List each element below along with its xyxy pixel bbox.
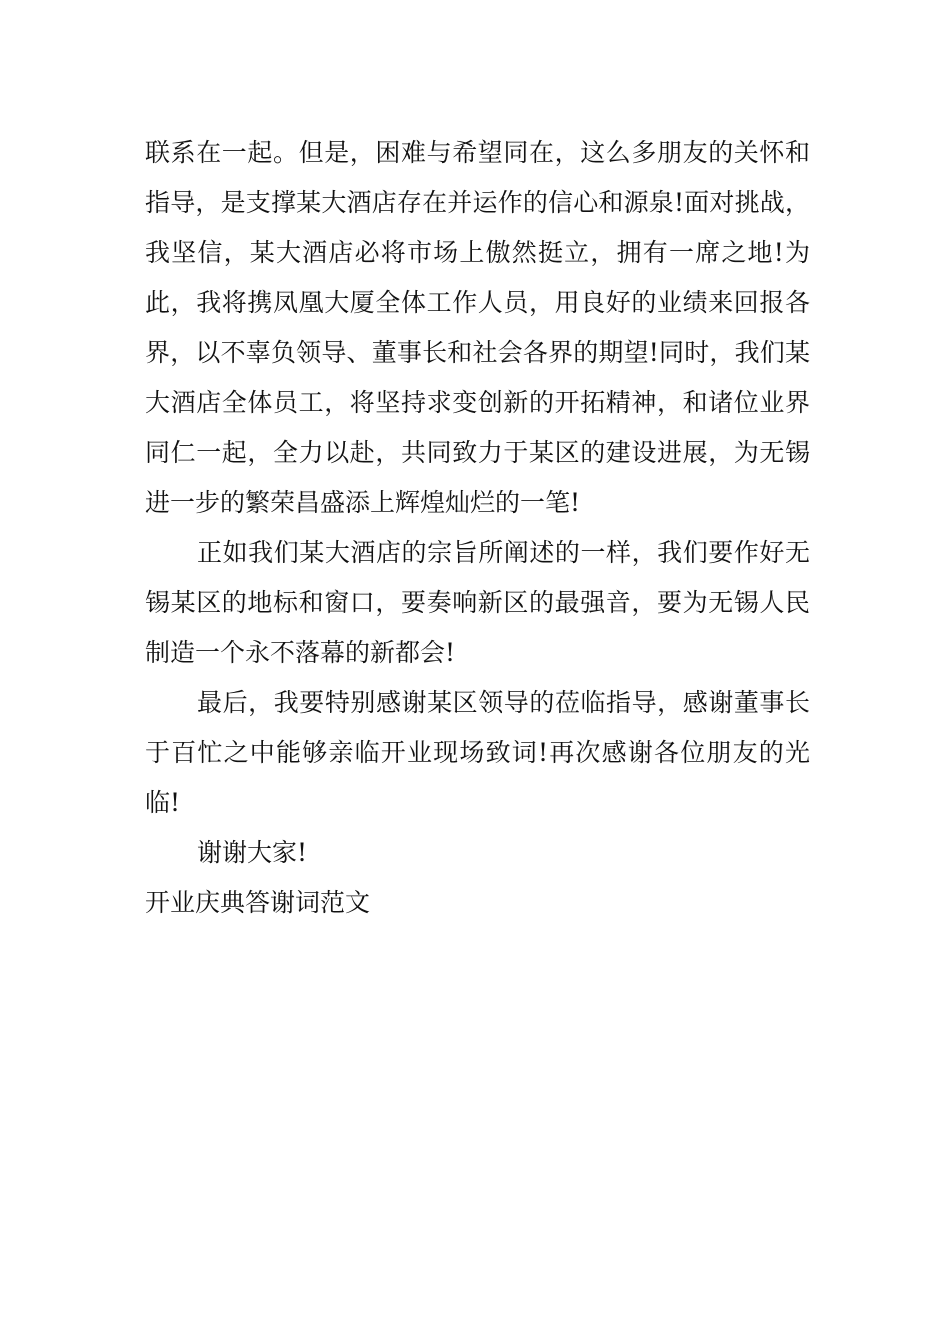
- paragraph-thank-you: 谢谢大家!: [197, 838, 308, 867]
- document-body: [145, 128, 810, 928]
- next-article-title: 开业庆典答谢词范文: [145, 888, 371, 917]
- paragraph-closing-thanks: 最后，我要特别感谢某区领导的莅临指导，感谢董事长于百忙之中能够亲临开业现场致词!再次感谢各位朋友的光临!: [145, 688, 810, 817]
- paragraph-hotel-mission: 正如我们某大酒店的宗旨所阐述的一样，我们要作好无锡某区的地标和窗口，要奏响新区的最强音，要为无锡人民制造一个永不落幕的新都会!: [145, 538, 810, 667]
- paragraph-continuation: 联系在一起。但是，困难与希望同在，这么多朋友的关怀和指导，是支撑某大酒店存在并运作的信心和源泉!面对挑战，我坚信，某大酒店必将市场上傲然挺立，拥有一席之地!为此，我将携凤凰大厦全体工作人员，用良好的业绩来回报各界，以不辜负领导、董事长和社会各界的期望!同时，我们某大酒店全体员工，将坚持求变创新的开拓精神，和诸位业界同仁一起，全力以赴，共同致力于某区的建设进展，为无锡进一步的繁荣昌盛添上辉煌灿烂的一笔!: [145, 138, 810, 517]
